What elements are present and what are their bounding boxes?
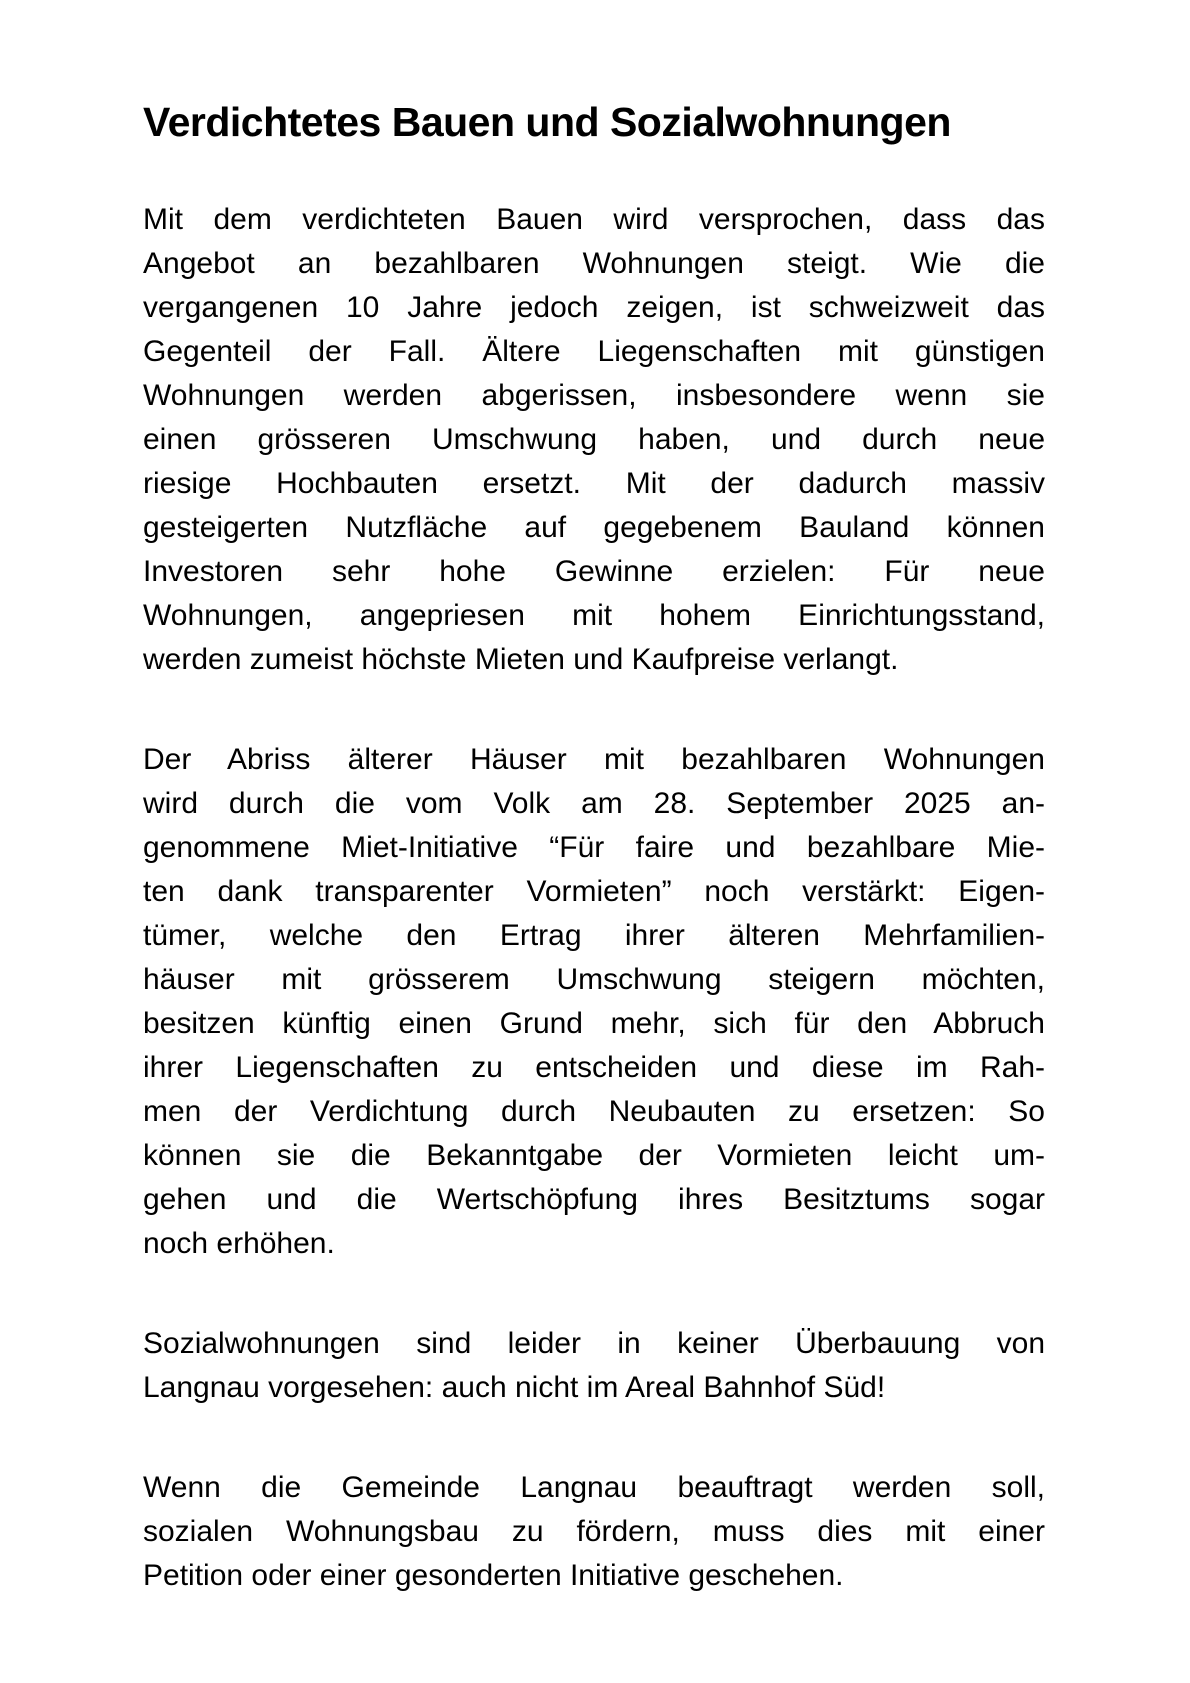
paragraph xyxy=(143,198,1045,682)
paragraph-line: Der Abriss älterer Häuser mit bezahlbaren Wohnungen xyxy=(143,743,1045,776)
paragraph-line: gesteigerten Nutzfläche auf gegebenem Bauland können xyxy=(143,511,1045,544)
paragraph-line: gehen und die Wertschöpfung ihres Besitztums sogar xyxy=(143,1183,1045,1216)
paragraph-line: tümer, welche den Ertrag ihrer älteren Mehrfamilien- xyxy=(143,919,1045,952)
paragraph-line: einen grösseren Umschwung haben, und durch neue xyxy=(143,423,1045,456)
paragraph-line: Mit dem verdichteten Bauen wird versprochen, dass das xyxy=(143,203,1045,236)
paragraph-line: können sie die Bekanntgabe der Vormieten leicht um- xyxy=(143,1139,1045,1172)
paragraph-line: ten dank transparenter Vormieten” noch verstärkt: Eigen- xyxy=(143,875,1045,908)
paragraph-line: Wohnungen, angepriesen mit hohem Einrichtungsstand, xyxy=(143,599,1045,632)
paragraph-line: noch erhöhen. xyxy=(143,1227,335,1260)
paragraph-line: häuser mit grösserem Umschwung steigern möchten, xyxy=(143,963,1045,996)
paragraph-line: besitzen künftig einen Grund mehr, sich für den Abbruch xyxy=(143,1007,1045,1040)
paragraph-line: riesige Hochbauten ersetzt. Mit der dadurch massiv xyxy=(143,467,1045,500)
paragraph-line: Wohnungen werden abgerissen, insbesondere wenn sie xyxy=(143,379,1045,412)
paragraph-line: ihrer Liegenschaften zu entscheiden und diese im Rah- xyxy=(143,1051,1045,1084)
paragraph-container xyxy=(143,198,1045,1598)
paragraph-line: sozialen Wohnungsbau zu fördern, muss dies mit einer xyxy=(143,1515,1045,1548)
paragraph-line: Angebot an bezahlbaren Wohnungen steigt. Wie die xyxy=(143,247,1045,280)
paragraph-line: Sozialwohnungen sind leider in keiner Überbauung von xyxy=(143,1327,1045,1360)
paragraph-line: werden zumeist höchste Mieten und Kaufpreise verlangt. xyxy=(143,643,899,676)
paragraph-line: vergangenen 10 Jahre jedoch zeigen, ist schweizweit das xyxy=(143,291,1045,324)
paragraph xyxy=(143,1466,1045,1598)
paragraph-line: Gegenteil der Fall. Ältere Liegenschaften mit günstigen xyxy=(143,335,1045,368)
document-content xyxy=(143,0,1045,1598)
paragraph-line: Petition oder einer gesonderten Initiative geschehen. xyxy=(143,1559,844,1592)
paragraph-line: Langnau vorgesehen: auch nicht im Areal Bahnhof Süd! xyxy=(143,1371,886,1404)
paragraph xyxy=(143,738,1045,1266)
paragraph-line: men der Verdichtung durch Neubauten zu ersetzen: So xyxy=(143,1095,1045,1128)
paragraph-line: genommene Miet-Initiative “Für faire und bezahlbare Mie- xyxy=(143,831,1045,864)
page-title: Verdichtetes Bauen und Sozialwohnungen xyxy=(143,99,951,145)
paragraph-line: Wenn die Gemeinde Langnau beauftragt werden soll, xyxy=(143,1471,1045,1504)
paragraph xyxy=(143,1322,1045,1410)
paragraph-line: wird durch die vom Volk am 28. September 2025 an- xyxy=(143,787,1045,820)
paragraph-line: Investoren sehr hohe Gewinne erzielen: Für neue xyxy=(143,555,1045,588)
